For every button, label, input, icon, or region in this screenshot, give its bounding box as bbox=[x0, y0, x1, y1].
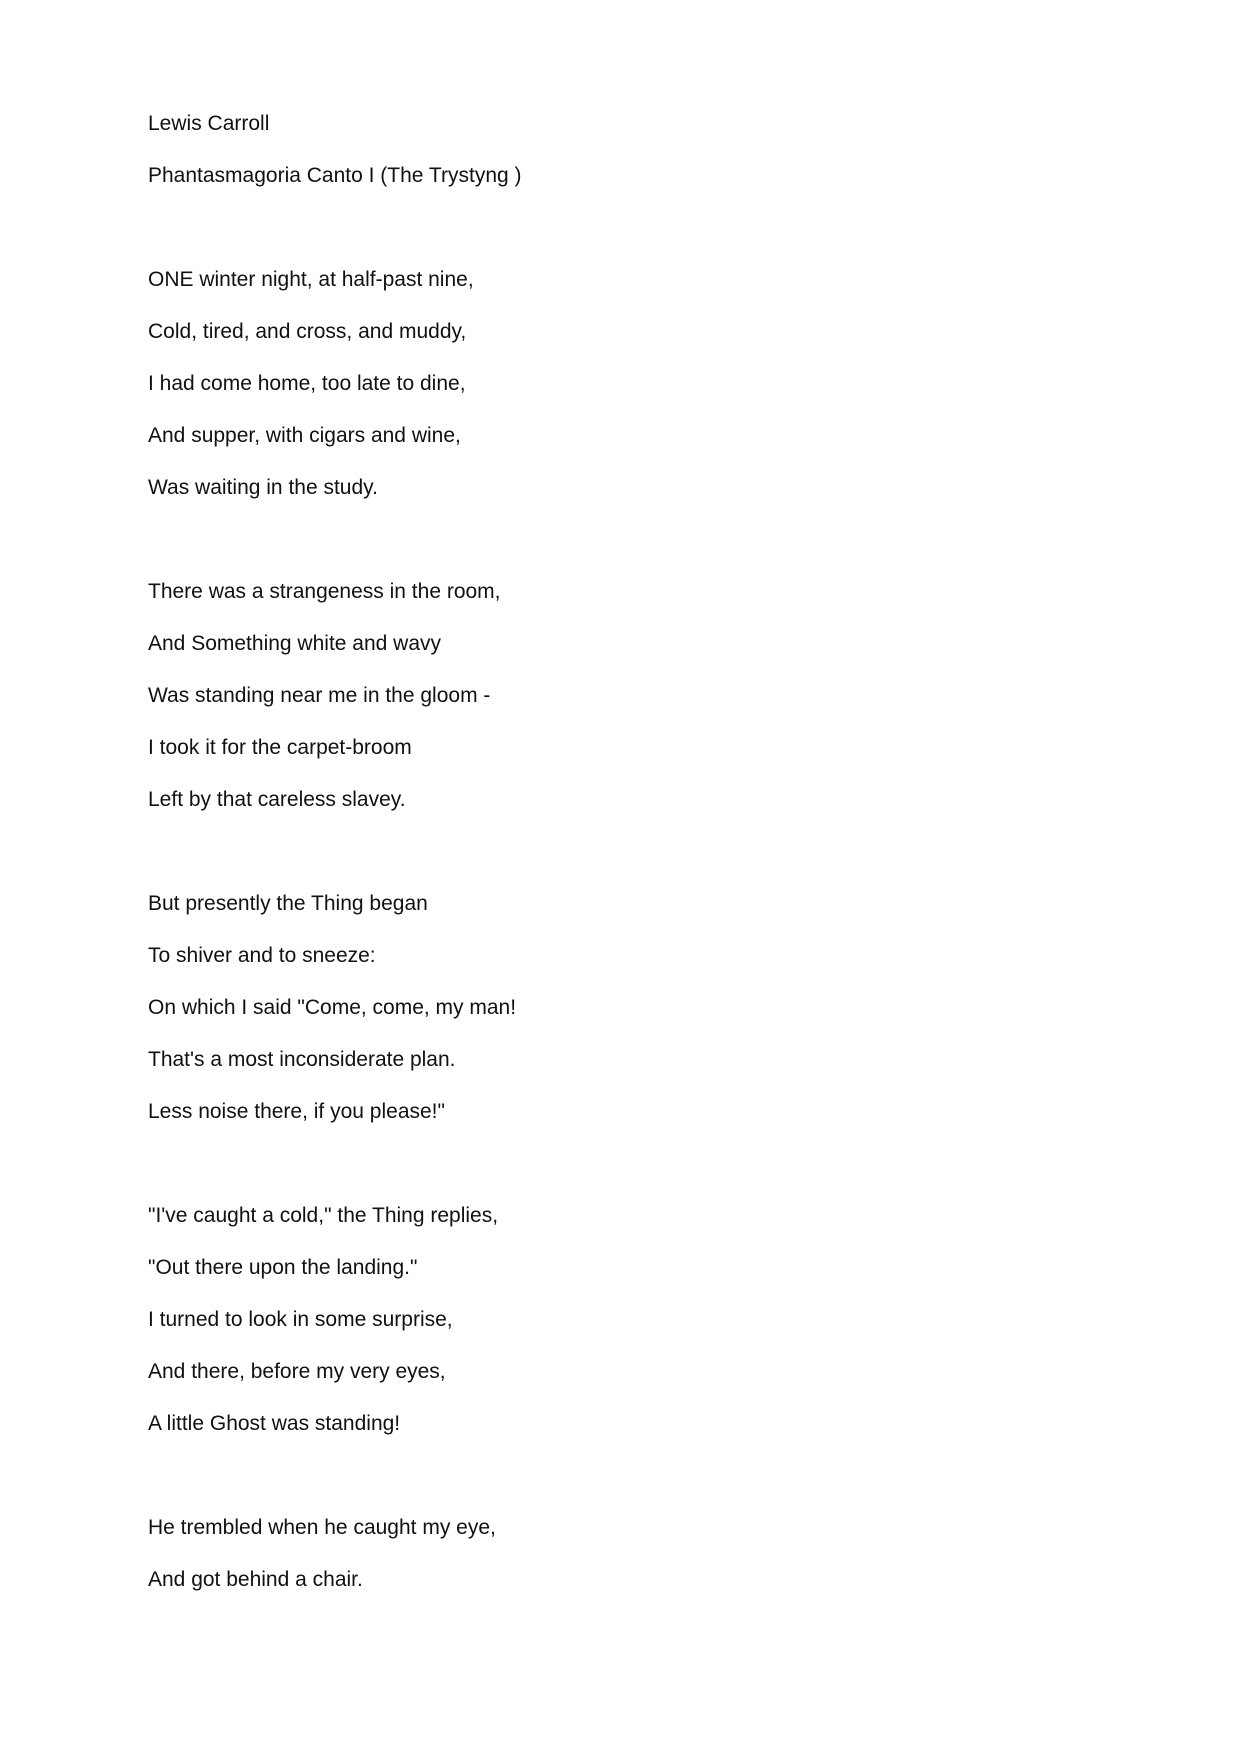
stanza-1 bbox=[148, 264, 1148, 524]
verse-line: And Something white and wavy bbox=[148, 632, 442, 655]
verse-line: I took it for the carpet-broom bbox=[148, 736, 412, 759]
stanza-2 bbox=[148, 576, 1148, 836]
spacer bbox=[148, 524, 1148, 576]
verse-line: Less noise there, if you please!" bbox=[148, 1100, 445, 1123]
verse-line: On which I said "Come, come, my man! bbox=[148, 996, 517, 1019]
stanza-3 bbox=[148, 888, 1148, 1148]
stanza-5 bbox=[148, 1512, 1148, 1616]
verse-line: And got behind a chair. bbox=[148, 1568, 363, 1591]
author-name: Lewis Carroll bbox=[148, 112, 270, 135]
spacer bbox=[148, 212, 1148, 264]
stanza-4 bbox=[148, 1200, 1148, 1460]
verse-line: That's a most inconsiderate plan. bbox=[148, 1048, 456, 1071]
verse-line: "Out there upon the landing." bbox=[148, 1256, 418, 1279]
verse-line: Cold, tired, and cross, and muddy, bbox=[148, 320, 467, 343]
document-body bbox=[148, 108, 1148, 1616]
verse-line: ONE winter night, at half-past nine, bbox=[148, 268, 474, 291]
verse-line: Left by that careless slavey. bbox=[148, 788, 406, 811]
verse-line: I turned to look in some surprise, bbox=[148, 1308, 453, 1331]
verse-line: Was standing near me in the gloom - bbox=[148, 684, 491, 707]
spacer bbox=[148, 836, 1148, 888]
verse-line: A little Ghost was standing! bbox=[148, 1412, 401, 1435]
verse-line: There was a strangeness in the room, bbox=[148, 580, 501, 603]
verse-line: Was waiting in the study. bbox=[148, 476, 378, 499]
verse-line: To shiver and to sneeze: bbox=[148, 944, 376, 967]
verse-line: "I've caught a cold," the Thing replies, bbox=[148, 1204, 499, 1227]
verse-line: He trembled when he caught my eye, bbox=[148, 1516, 496, 1539]
verse-line: And supper, with cigars and wine, bbox=[148, 424, 461, 447]
verse-line: But presently the Thing began bbox=[148, 892, 428, 915]
poem-title: Phantasmagoria Canto I (The Trystyng ) bbox=[148, 164, 522, 187]
spacer bbox=[148, 1148, 1148, 1200]
verse-line: And there, before my very eyes, bbox=[148, 1360, 446, 1383]
verse-line: I had come home, too late to dine, bbox=[148, 372, 466, 395]
spacer bbox=[148, 1460, 1148, 1512]
